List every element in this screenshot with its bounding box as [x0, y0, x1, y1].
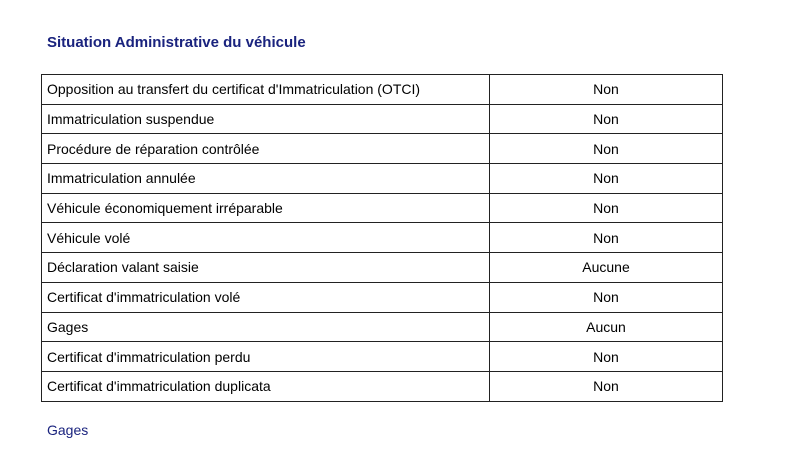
- row-label: Opposition au transfert du certificat d'Immatriculation (OTCI): [42, 75, 490, 105]
- table-row: [42, 223, 723, 253]
- row-value: Non: [490, 342, 723, 372]
- row-value: Non: [490, 164, 723, 194]
- row-label: Immatriculation annulée: [42, 164, 490, 194]
- gages-section-link[interactable]: Gages: [47, 422, 89, 438]
- row-label: Certificat d'immatriculation volé: [42, 282, 490, 312]
- row-value: Non: [490, 371, 723, 401]
- table-row: [42, 134, 723, 164]
- row-label: Déclaration valant saisie: [42, 253, 490, 283]
- row-label: Véhicule économiquement irréparable: [42, 193, 490, 223]
- row-label: Certificat d'immatriculation perdu: [42, 342, 490, 372]
- table-row: [42, 253, 723, 283]
- row-value: Non: [490, 193, 723, 223]
- table-row: [42, 282, 723, 312]
- row-value: Aucune: [490, 253, 723, 283]
- row-label: Gages: [42, 312, 490, 342]
- row-value: Aucun: [490, 312, 723, 342]
- row-label: Véhicule volé: [42, 223, 490, 253]
- row-value: Non: [490, 134, 723, 164]
- table-row: [42, 164, 723, 194]
- vehicle-status-table: [41, 74, 723, 402]
- row-value: Non: [490, 75, 723, 105]
- row-value: Non: [490, 104, 723, 134]
- table-row: [42, 371, 723, 401]
- table-row: [42, 342, 723, 372]
- table-row: [42, 312, 723, 342]
- section-title: Situation Administrative du véhicule: [47, 34, 306, 51]
- table-row: [42, 104, 723, 134]
- table-row: [42, 193, 723, 223]
- row-label: Immatriculation suspendue: [42, 104, 490, 134]
- row-value: Non: [490, 223, 723, 253]
- row-value: Non: [490, 282, 723, 312]
- row-label: Procédure de réparation contrôlée: [42, 134, 490, 164]
- row-label: Certificat d'immatriculation duplicata: [42, 371, 490, 401]
- table-row: [42, 75, 723, 105]
